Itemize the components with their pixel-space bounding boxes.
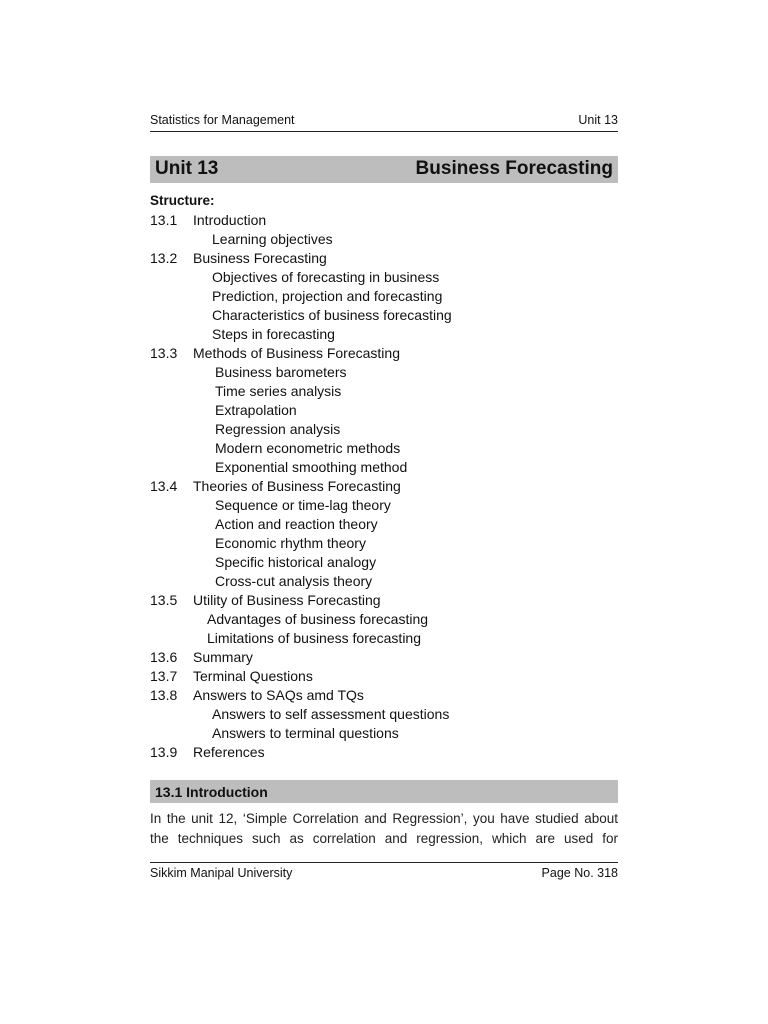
toc-item-label: Advantages of business forecasting xyxy=(207,611,429,627)
toc-item-label: Prediction, projection and forecasting xyxy=(212,288,443,304)
toc-item-number: 13.7 xyxy=(150,668,178,684)
toc-item-number: 13.8 xyxy=(150,687,178,703)
toc-item-label: Utility of Business Forecasting xyxy=(193,592,381,608)
toc-item xyxy=(150,477,620,496)
toc-item xyxy=(150,496,620,515)
toc-item xyxy=(150,667,620,686)
toc-item-label: Steps in forecasting xyxy=(212,326,335,342)
toc-item xyxy=(150,420,620,439)
toc-item-label: Limitations of business forecasting xyxy=(207,630,421,646)
page-footer xyxy=(150,862,618,883)
toc-item xyxy=(150,325,620,344)
toc-item xyxy=(150,686,620,705)
header-unit-number: Unit 13 xyxy=(578,113,618,127)
toc-item xyxy=(150,211,620,230)
unit-title: Business Forecasting xyxy=(415,158,613,179)
toc-item-number: 13.1 xyxy=(150,212,178,228)
toc-item-label: Theories of Business Forecasting xyxy=(193,478,401,494)
toc-item xyxy=(150,724,620,743)
toc-item-label: Sequence or time-lag theory xyxy=(215,497,391,513)
toc-item xyxy=(150,401,620,420)
toc-item xyxy=(150,344,620,363)
toc-item xyxy=(150,648,620,667)
toc-item-number: 13.9 xyxy=(150,744,178,760)
footer-page-number: Page No. 318 xyxy=(541,866,618,880)
toc-item-label: Business barometers xyxy=(215,364,347,380)
toc-item-label: Answers to SAQs amd TQs xyxy=(193,687,364,703)
toc-item-label: Learning objectives xyxy=(212,231,333,247)
toc-item-label: Action and reaction theory xyxy=(215,516,378,532)
toc-item-label: Specific historical analogy xyxy=(215,554,377,570)
toc-item xyxy=(150,515,620,534)
toc-item xyxy=(150,249,620,268)
toc-item-number: 13.6 xyxy=(150,649,178,665)
section-heading-bar xyxy=(150,780,618,803)
toc-item xyxy=(150,382,620,401)
toc-item xyxy=(150,287,620,306)
toc-item-label: Time series analysis xyxy=(215,383,342,399)
toc-item-label: References xyxy=(193,744,265,760)
page-header xyxy=(150,112,618,132)
toc-item xyxy=(150,610,620,629)
toc-item xyxy=(150,591,620,610)
toc-item-label: Answers to self assessment questions xyxy=(212,706,450,722)
unit-number: Unit 13 xyxy=(155,158,219,179)
toc-item xyxy=(150,230,620,249)
toc-item-label: Introduction xyxy=(193,212,267,228)
toc-item xyxy=(150,534,620,553)
intro-line: In the unit 12, ‘Simple Correlation and Regression’, you have studied about xyxy=(150,811,618,826)
toc-item xyxy=(150,553,620,572)
toc-item xyxy=(150,458,620,477)
toc-item-label: Business Forecasting xyxy=(193,250,327,266)
toc-item-label: Exponential smoothing method xyxy=(215,459,408,475)
toc-item xyxy=(150,268,620,287)
toc-item-label: Economic rhythm theory xyxy=(215,535,366,551)
unit-title-banner xyxy=(150,156,618,183)
toc-item-label: Modern econometric methods xyxy=(215,440,401,456)
toc-item xyxy=(150,705,620,724)
toc-item-number: 13.3 xyxy=(150,345,178,361)
toc-item-label: Objectives of forecasting in business xyxy=(212,269,440,285)
header-book-title: Statistics for Management xyxy=(150,113,295,127)
toc-item-number: 13.5 xyxy=(150,592,178,608)
toc-item xyxy=(150,629,620,648)
toc-item-number: 13.2 xyxy=(150,250,178,266)
toc-item xyxy=(150,363,620,382)
intro-line: the techniques such as correlation and regression, which are used for xyxy=(150,831,618,846)
toc-item xyxy=(150,743,620,762)
toc-item xyxy=(150,439,620,458)
toc-item-label: Extrapolation xyxy=(215,402,297,418)
toc-item-label: Regression analysis xyxy=(215,421,341,437)
table-of-contents xyxy=(150,211,620,762)
footer-university: Sikkim Manipal University xyxy=(150,866,293,880)
toc-item-label: Methods of Business Forecasting xyxy=(193,345,400,361)
toc-item-label: Characteristics of business forecasting xyxy=(212,307,452,323)
toc-item-number: 13.4 xyxy=(150,478,178,494)
intro-paragraph xyxy=(150,809,618,849)
toc-item-label: Answers to terminal questions xyxy=(212,725,399,741)
toc-item xyxy=(150,572,620,591)
toc-item-label: Cross-cut analysis theory xyxy=(215,573,373,589)
toc-item xyxy=(150,306,620,325)
structure-label: Structure: xyxy=(150,193,215,208)
toc-item-label: Summary xyxy=(193,649,253,665)
toc-item-label: Terminal Questions xyxy=(193,668,313,684)
section-heading: 13.1 Introduction xyxy=(155,784,268,800)
